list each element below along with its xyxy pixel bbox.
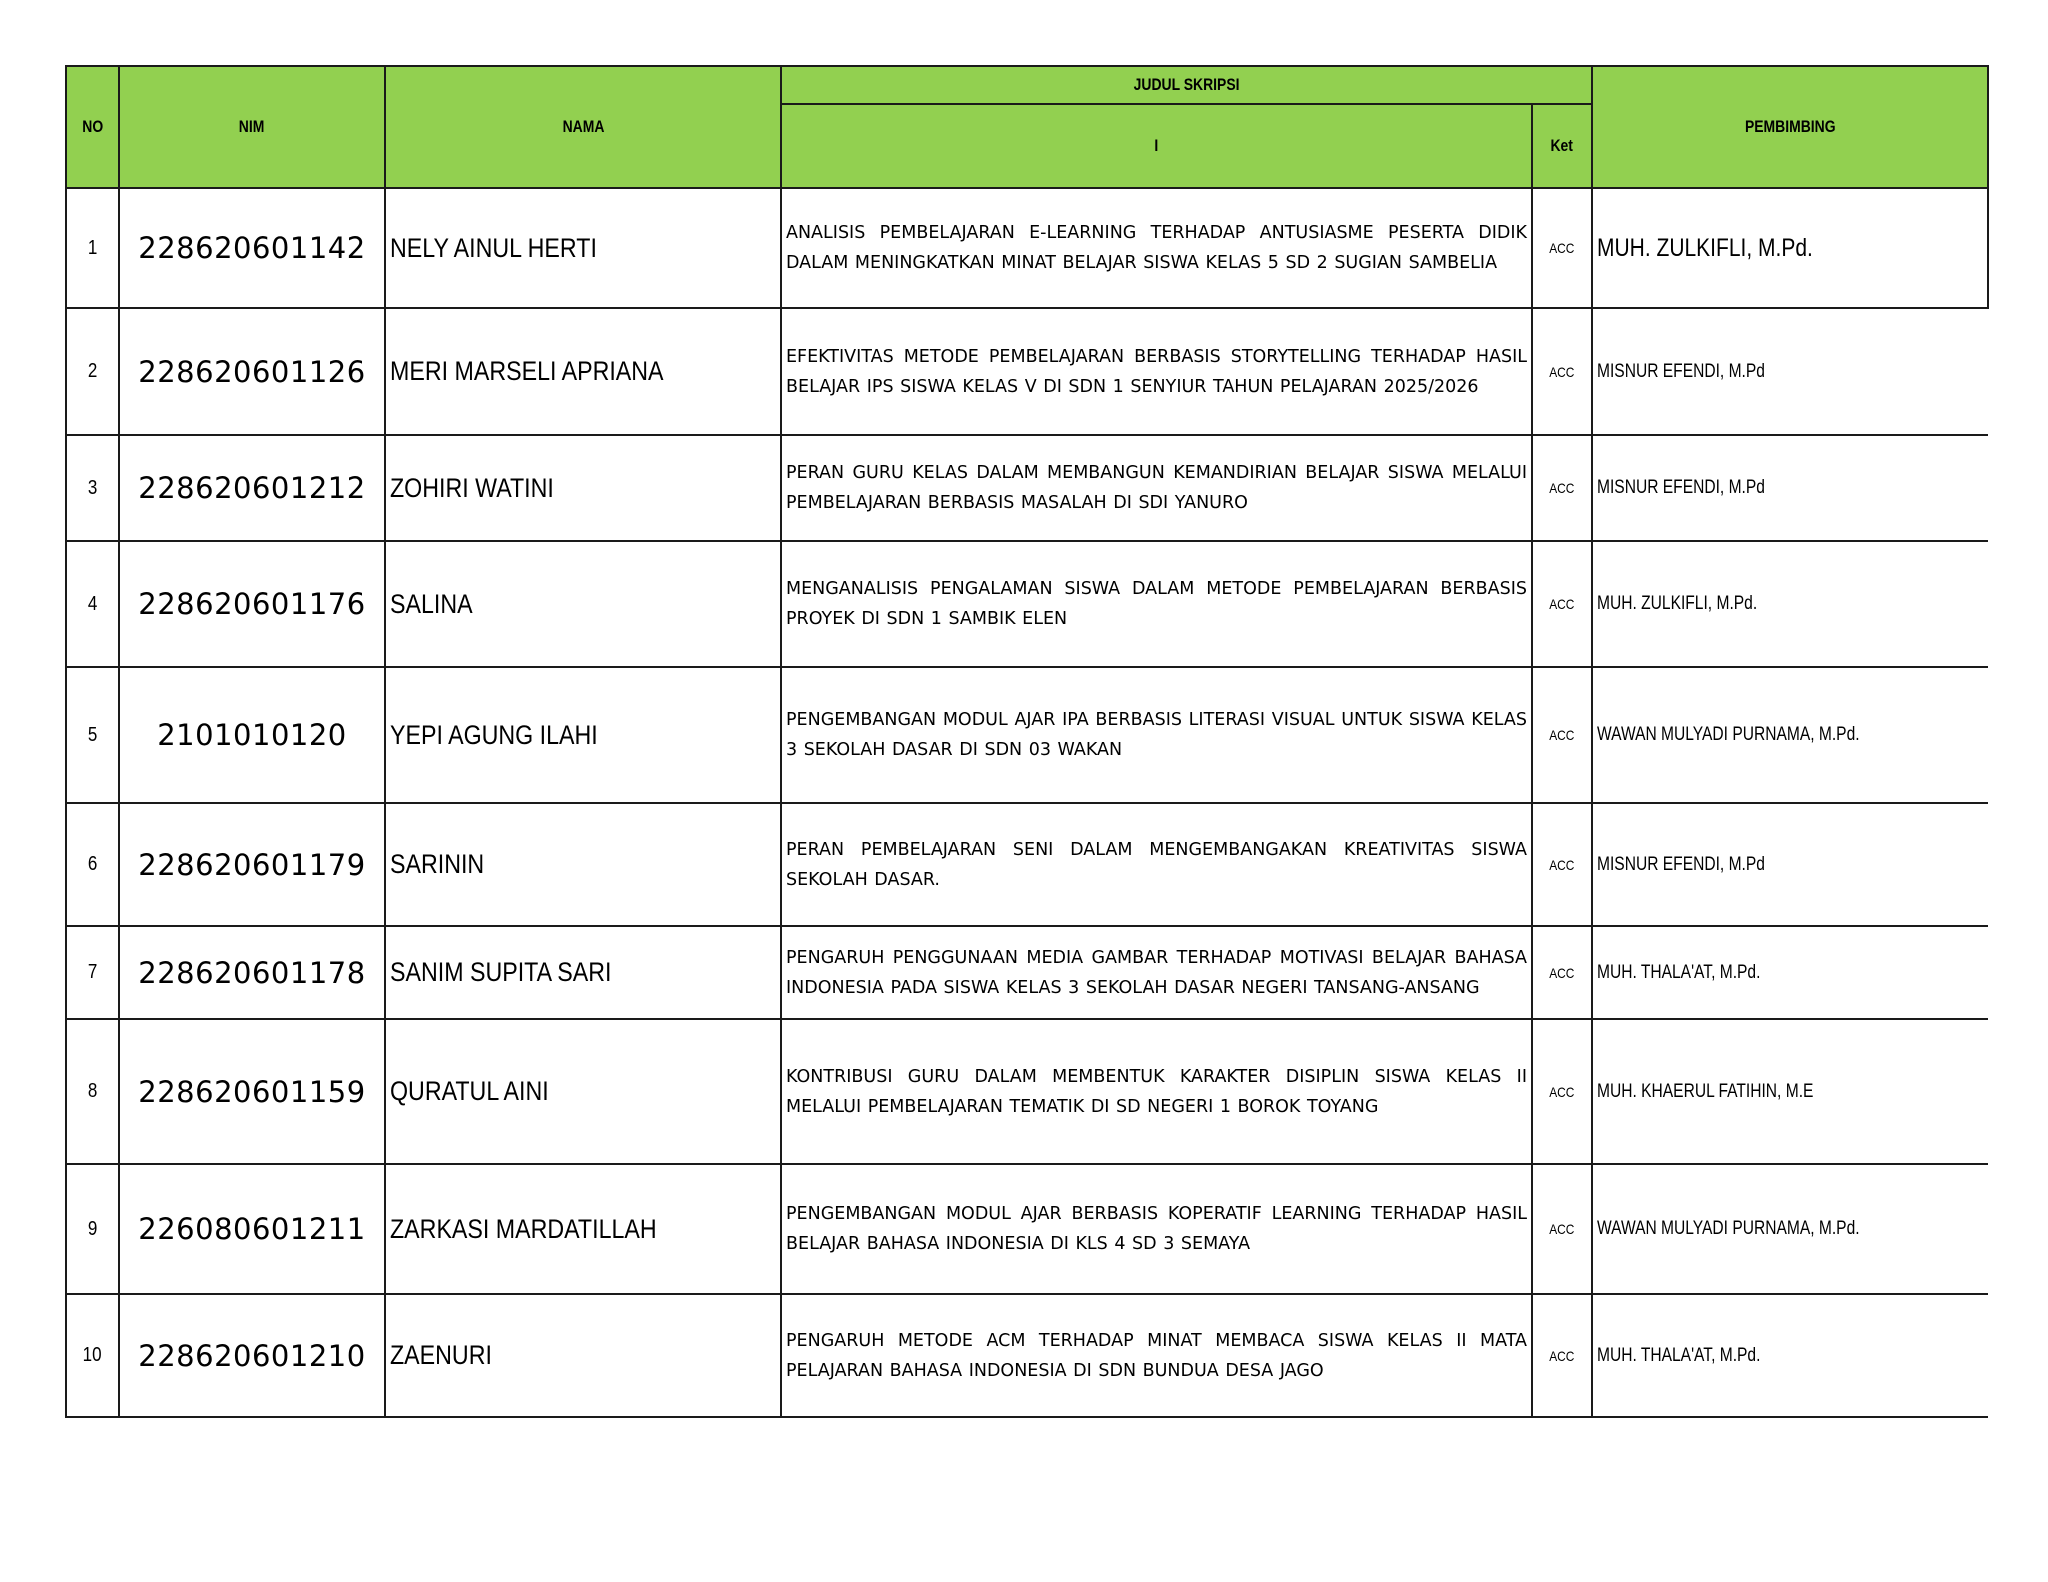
row-no: 4	[66, 541, 119, 667]
row-no: 9	[66, 1164, 119, 1294]
row-nama: YEPI AGUNG ILAHI	[385, 667, 781, 803]
header-nama: NAMA	[385, 66, 781, 188]
row-nim: 228620601178	[119, 926, 385, 1019]
header-no: NO	[66, 66, 119, 188]
header-nim: NIM	[119, 66, 385, 188]
row-nama: SALINA	[385, 541, 781, 667]
header-pembimbing: PEMBIMBING	[1592, 66, 1988, 188]
row-pembimbing: MISNUR EFENDI, M.Pd	[1592, 435, 1988, 541]
table-row	[66, 1294, 1988, 1417]
row-nama: SARININ	[385, 803, 781, 926]
header-judul-i: I	[781, 104, 1532, 188]
row-pembimbing: MUH. ZULKIFLI, M.Pd.	[1592, 541, 1988, 667]
row-pembimbing: MUH. ZULKIFLI, M.Pd.	[1592, 188, 1988, 308]
row-judul: PENGARUH METODE ACM TERHADAP MINAT MEMBACA SISWA KELAS II MATA PELAJARAN BAHASA INDONESIA DI SDN BUNDUA DESA JAGO	[781, 1294, 1532, 1417]
row-ket: ACC	[1532, 803, 1592, 926]
row-pembimbing: WAWAN MULYADI PURNAMA, M.Pd.	[1592, 1164, 1988, 1294]
table-row	[66, 435, 1988, 541]
row-ket: ACC	[1532, 667, 1592, 803]
thesis-table	[65, 65, 1989, 1418]
table-row	[66, 926, 1988, 1019]
row-judul: PENGEMBANGAN MODUL AJAR IPA BERBASIS LITERASI VISUAL UNTUK SISWA KELAS 3 SEKOLAH DASAR DI SDN 03 WAKAN	[781, 667, 1532, 803]
row-judul: PERAN GURU KELAS DALAM MEMBANGUN KEMANDIRIAN BELAJAR SISWA MELALUI PEMBELAJARAN BERBASIS MASALAH DI SDI YANURO	[781, 435, 1532, 541]
row-judul: PERAN PEMBELAJARAN SENI DALAM MENGEMBANGAKAN KREATIVITAS SISWA SEKOLAH DASAR.	[781, 803, 1532, 926]
row-judul: PENGARUH PENGGUNAAN MEDIA GAMBAR TERHADAP MOTIVASI BELAJAR BAHASA INDONESIA PADA SISWA KELAS 3 SEKOLAH DASAR NEGERI TANSANG-ANSANG	[781, 926, 1532, 1019]
row-no: 2	[66, 308, 119, 435]
row-nama: NELY AINUL HERTI	[385, 188, 781, 308]
table-row	[66, 667, 1988, 803]
table-row	[66, 1019, 1988, 1164]
table-row	[66, 308, 1988, 435]
row-ket: ACC	[1532, 435, 1592, 541]
row-nim: 228620601159	[119, 1019, 385, 1164]
row-ket: ACC	[1532, 1019, 1592, 1164]
row-judul: KONTRIBUSI GURU DALAM MEMBENTUK KARAKTER DISIPLIN SISWA KELAS II MELALUI PEMBELAJARAN TEMATIK DI SD NEGERI 1 BOROK TOYANG	[781, 1019, 1532, 1164]
header-ket: Ket	[1532, 104, 1592, 188]
row-no: 3	[66, 435, 119, 541]
row-ket: ACC	[1532, 188, 1592, 308]
row-judul: EFEKTIVITAS METODE PEMBELAJARAN BERBASIS STORYTELLING TERHADAP HASIL BELAJAR IPS SISWA KELAS V DI SDN 1 SENYIUR TAHUN PELAJARAN 2025/2026	[781, 308, 1532, 435]
row-no: 8	[66, 1019, 119, 1164]
row-nama: ZARKASI MARDATILLAH	[385, 1164, 781, 1294]
table-row	[66, 188, 1988, 308]
thesis-table-sheet	[65, 65, 1987, 1418]
table-row	[66, 541, 1988, 667]
row-judul: ANALISIS PEMBELAJARAN E-LEARNING TERHADAP ANTUSIASME PESERTA DIDIK DALAM MENINGKATKAN MINAT BELAJAR SISWA KELAS 5 SD 2 SUGIAN SAMBELIA	[781, 188, 1532, 308]
header-judul-skripsi: JUDUL SKRIPSI	[781, 66, 1592, 104]
row-nim: 228620601176	[119, 541, 385, 667]
row-ket: ACC	[1532, 1164, 1592, 1294]
row-nim: 228620601126	[119, 308, 385, 435]
row-nama: ZAENURI	[385, 1294, 781, 1417]
row-nim: 228620601210	[119, 1294, 385, 1417]
row-no: 6	[66, 803, 119, 926]
row-no: 1	[66, 188, 119, 308]
row-nama: SANIM SUPITA SARI	[385, 926, 781, 1019]
row-nama: ZOHIRI WATINI	[385, 435, 781, 541]
row-nim: 228620601212	[119, 435, 385, 541]
table-row	[66, 803, 1988, 926]
row-pembimbing: MISNUR EFENDI, M.Pd	[1592, 308, 1988, 435]
row-nim: 2101010120	[119, 667, 385, 803]
row-no: 7	[66, 926, 119, 1019]
table-row	[66, 1164, 1988, 1294]
row-nim: 228620601179	[119, 803, 385, 926]
row-nama: MERI MARSELI APRIANA	[385, 308, 781, 435]
row-nama: QURATUL AINI	[385, 1019, 781, 1164]
row-pembimbing: MISNUR EFENDI, M.Pd	[1592, 803, 1988, 926]
row-pembimbing: MUH. KHAERUL FATIHIN, M.E	[1592, 1019, 1988, 1164]
header-row-top	[66, 66, 1988, 104]
row-no: 10	[66, 1294, 119, 1417]
row-judul: PENGEMBANGAN MODUL AJAR BERBASIS KOPERATIF LEARNING TERHADAP HASIL BELAJAR BAHASA INDONESIA DI KLS 4 SD 3 SEMAYA	[781, 1164, 1532, 1294]
row-ket: ACC	[1532, 926, 1592, 1019]
row-ket: ACC	[1532, 308, 1592, 435]
row-ket: ACC	[1532, 541, 1592, 667]
row-nim: 228620601142	[119, 188, 385, 308]
row-pembimbing: MUH. THALA'AT, M.Pd.	[1592, 926, 1988, 1019]
row-no: 5	[66, 667, 119, 803]
row-pembimbing: MUH. THALA'AT, M.Pd.	[1592, 1294, 1988, 1417]
row-nim: 226080601211	[119, 1164, 385, 1294]
row-pembimbing: WAWAN MULYADI PURNAMA, M.Pd.	[1592, 667, 1988, 803]
row-judul: MENGANALISIS PENGALAMAN SISWA DALAM METODE PEMBELAJARAN BERBASIS PROYEK DI SDN 1 SAMBIK ELEN	[781, 541, 1532, 667]
row-ket: ACC	[1532, 1294, 1592, 1417]
